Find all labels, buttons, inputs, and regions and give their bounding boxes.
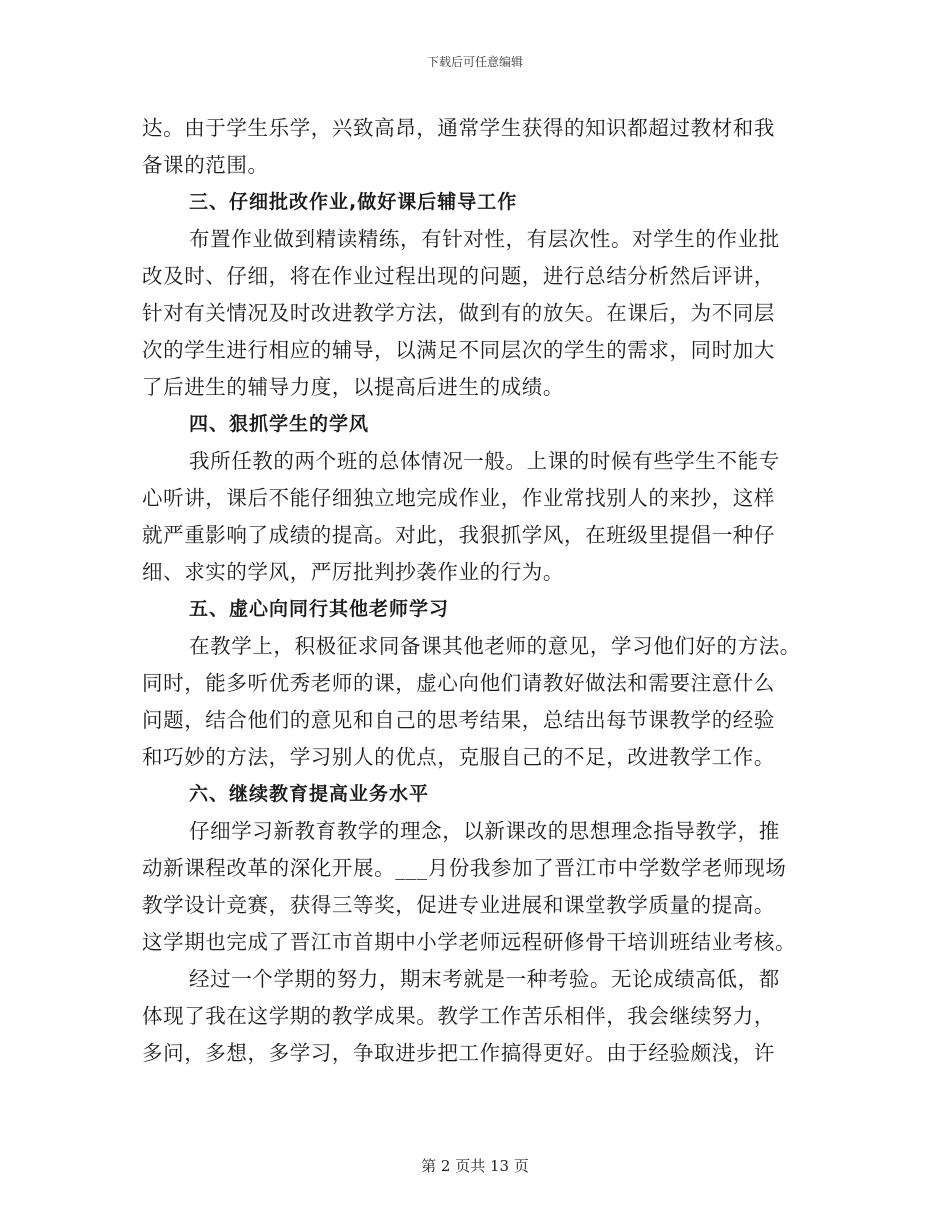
paragraph-line: 布置作业做到精读精练，有针对性，有层次性。对学生的作业批 xyxy=(189,227,780,251)
page-footer: 第 2 页共 13 页 xyxy=(421,1157,529,1175)
paragraph-line: 改及时、仔细，将在作业过程出现的问题，进行总结分析然后评讲， xyxy=(142,264,775,288)
paragraph-line: 了后进生的辅导力度，以提高后进生的成绩。 xyxy=(142,375,564,399)
paragraph-line: 在教学上，积极征求同备课其他老师的意见，学习他们好的方法。 xyxy=(189,634,801,658)
paragraph-line: 仔细学习新教育教学的理念，以新课改的思想理念指导教学，推 xyxy=(189,819,780,843)
paragraph-line: 心听讲，课后不能仔细独立地完成作业，作业常找别人的来抄，这样 xyxy=(142,486,775,510)
paragraph-line: 多问，多想，多学习，争取进步把工作搞得更好。由于经验颇浅，许 xyxy=(142,1041,775,1065)
paragraph-line: 和巧妙的方法，学习别人的优点，克服自己的不足，改进教学工作。 xyxy=(142,745,775,769)
paragraph-line: 针对有关情况及时改进教学方法，做到有的放矢。在课后，为不同层 xyxy=(142,301,775,325)
section-heading: 六、继续教育提高业务水平 xyxy=(189,783,430,805)
section-heading: 五、虚心向同行其他老师学习 xyxy=(189,598,450,620)
paragraph-line: 我所任教的两个班的总体情况一般。上课的时候有些学生不能专 xyxy=(189,449,780,473)
page-header: 下载后可任意编辑 xyxy=(426,55,523,69)
paragraph-line: 细、求实的学风，严厉批判抄袭作业的行为。 xyxy=(142,560,564,584)
paragraph-line: 这学期也完成了晋江市首期中小学老师远程研修骨干培训班结业考核。 xyxy=(142,930,797,954)
paragraph-line: 备课的范围。 xyxy=(142,153,269,177)
paragraph-line: 次的学生进行相应的辅导，以满足不同层次的学生的需求，同时加大 xyxy=(142,338,775,362)
section-heading: 四、狠抓学生的学风 xyxy=(189,413,370,435)
paragraph-line: 达。由于学生乐学，兴致高昂，通常学生获得的知识都超过教材和我 xyxy=(142,116,775,140)
paragraph-line: 同时，能多听优秀老师的课，虚心向他们请教好做法和需要注意什么 xyxy=(142,671,775,695)
paragraph-line: 体现了我在这学期的教学成果。教学工作苦乐相伴，我会继续努力， xyxy=(142,1004,775,1028)
section-heading: 三、仔细批改作业,做好课后辅导工作 xyxy=(189,191,518,213)
paragraph-line: 经过一个学期的努力，期末考就是一种考验。无论成绩高低，都 xyxy=(189,967,780,991)
paragraph-line: 动新课程改革的深化开展。___月份我参加了晋江市中学数学老师现场 xyxy=(142,856,787,880)
paragraph-line: 问题，结合他们的意见和自己的思考结果，总结出每节课教学的经验 xyxy=(142,708,775,732)
paragraph-line: 教学设计竞赛，获得三等奖，促进专业进展和课堂教学质量的提高。 xyxy=(142,893,775,917)
document-body xyxy=(142,110,814,1072)
paragraph-line: 就严重影响了成绩的提高。对此，我狠抓学风，在班级里提倡一种仔 xyxy=(142,523,775,547)
